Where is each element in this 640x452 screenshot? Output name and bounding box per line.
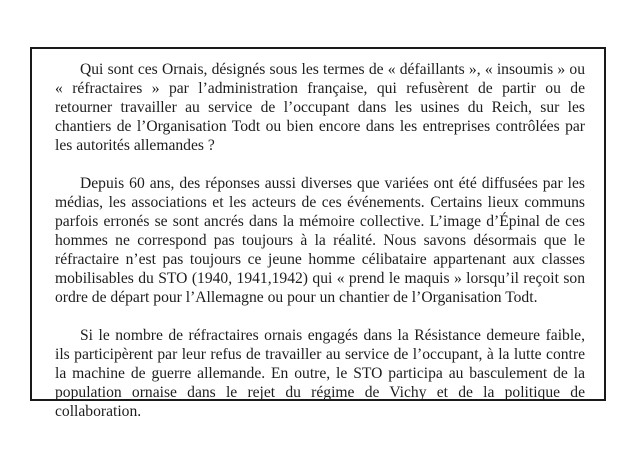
paragraph-1: Qui sont ces Ornais, désignés sous les termes de « défaillants », « insoumis » ou « réfractaires » par l’administration française, qui refusèrent de partir ou de retourner travailler au service de l’occupant dans les usines du Reich, sur les chantiers de l’Organisation Todt ou bien encore dans les entreprises contrôlées par les autorités allemandes ?: [55, 61, 585, 154]
text-box: [55, 60, 585, 421]
paragraph-3: Si le nombre de réfractaires ornais engagés dans la Résistance demeure faible, ils participèrent par leur refus de travailler au service de l’occupant, à la lutte contre la machine de guerre allemande. En outre, le STO participa au basculement de la population ornaise dans le rejet du régime de Vichy et de la politique de collaboration.: [55, 327, 585, 420]
paragraph-2: Depuis 60 ans, des réponses aussi diverses que variées ont été diffusées par les médias, les associations et les acteurs de ces événements. Certains lieux communs parfois erronés se sont ancrés dans la mémoire collective. L’image d’Épinal de ces hommes ne correspond pas toujours à la réalité. Nous savons désormais que le réfractaire n’est pas toujours ce jeune homme célibataire appartenant aux classes mobilisables du STO (1940, 1941,1942) qui « prend le maquis » lorsqu’il reçoit son ordre de départ pour l’Allemagne ou pour un chantier de l’Organisation Todt.: [55, 175, 585, 306]
